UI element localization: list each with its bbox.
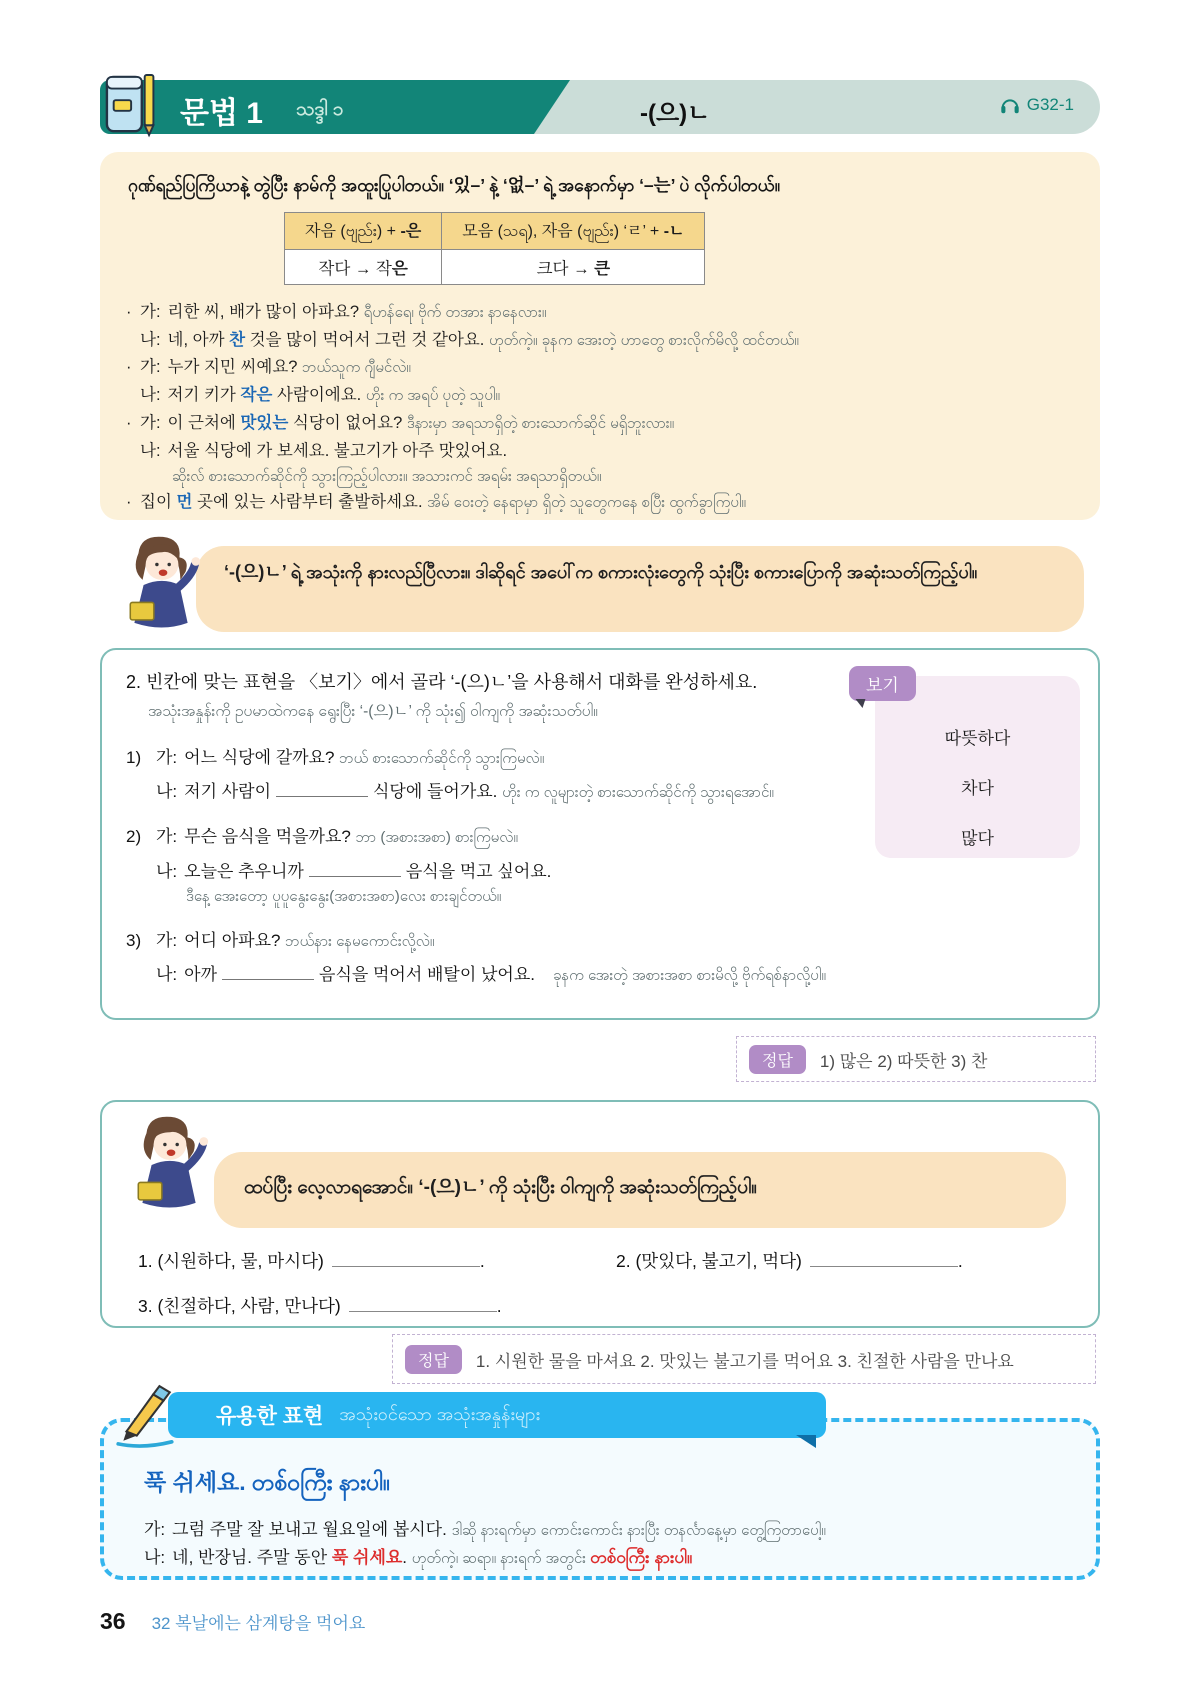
dialogue-subline-burmese: ဆိုးလ် စားသောက်ဆိုင်ကို သွားကြည့်ပါလား။ အသားကင် အရမ်း အရသာရှိတယ်။ [172, 468, 602, 486]
exercise-box [100, 648, 1100, 1020]
word-bank-word: 많다 [961, 829, 994, 848]
section-label: 문법 1 [180, 97, 263, 130]
speaker-label: 나: [156, 782, 178, 802]
burmese-translation: ဘာ (အစားအစာ) စားကြမလဲ။ [355, 829, 518, 847]
dialogue-line [126, 489, 1074, 517]
fill-in-blank [276, 782, 368, 797]
fill-in-blank [222, 965, 314, 980]
grammar-explanation-box [100, 152, 1100, 520]
korean-text: 저기 키가 [167, 386, 241, 405]
burmese-translation: အိမ် ဝေးတဲ့ နေရာမှာ ရှိတဲ့ သူတွေကနေ စပြီး ထွက်ခွာကြပါ။ [427, 493, 746, 511]
practice-item-2: 2. (맛있다, 불고기, 먹다) . [616, 1251, 963, 1271]
korean-text: 음식을 먹어서 배탈이 났어요. [319, 964, 535, 984]
burmese-translation: ဘယ်သူက ဂျီမင်လဲ။ [302, 359, 411, 377]
korean-text: . [402, 1548, 412, 1568]
pencil-icon [112, 1382, 178, 1448]
speaker-label: 가: [156, 748, 178, 767]
fill-in-blank [332, 1252, 480, 1267]
burmese-translation: ဟုတ်ကဲ့၊ ဆရာ။ နားရက် အတွင်း [411, 1550, 591, 1568]
table-header-consonant: 자음 (ဗျည်း) + -은 [285, 213, 442, 250]
korean-text: 리한 씨, 배가 많이 아파요? [167, 303, 364, 321]
speaker-label: 가: [144, 1520, 166, 1539]
bullet: · [126, 358, 132, 377]
bullet: · [126, 413, 132, 432]
speaker-label: 나: [140, 441, 161, 460]
word-bank-word: 차다 [961, 779, 994, 798]
table-example-keuda: 크다 → 큰 [442, 250, 705, 285]
teacher-illustration [118, 532, 204, 636]
burmese-translation: ဒီနားမှာ အရသာရှိတဲ့ စားသောက်ဆိုင် မရှိဘူးလား။ [406, 414, 675, 432]
answer-strip-1 [736, 1036, 1096, 1082]
speaker-label: 가: [140, 303, 161, 321]
korean-text: 아까 [184, 964, 218, 984]
speaker-label: 가: [140, 413, 161, 432]
korean-text: 네, 아까 [167, 330, 230, 349]
teacher-speech-bubble: ‘-(으)ㄴ’ ရဲ့ အသုံးကို နားလည်ပြီလား။ ဒါဆိုရင် အပေါ်က စကားလုံးတွေကို သုံးပြီး စကားပြောကို အဆုံးသတ်ကြည့်ပါ။ [196, 546, 1084, 632]
korean-text: 것을 많이 먹어서 그런 것 같아요. [245, 330, 489, 349]
word-bank-panel [866, 676, 1080, 858]
korean-text: 식당에 들어가요. [373, 782, 503, 802]
burmese-translation: ဘယ် စားသောက်ဆိုင်ကို သွားကြမလဲ။ [339, 750, 545, 767]
audio-code: G32-1 [1026, 95, 1074, 114]
bullet: · [126, 492, 132, 511]
answer-text: 1) 많은 2) 따뜻한 3) 찬 [819, 1051, 988, 1071]
answer-strip-2 [392, 1334, 1096, 1384]
bullet: · [126, 303, 132, 321]
highlight-expression-burmese: တစ်ဝကြီး နားပါ။ [590, 1548, 693, 1568]
highlight-word: 찬 [229, 330, 246, 349]
korean-text: 네, 반장님. 주말 동안 [172, 1548, 332, 1568]
burmese-translation: ဒါဆို နားရက်မှာ ကောင်းကောင်း နားပြီး တနင်္လာနေ့မှာ တွေ့ကြတာပေါ့။ [451, 1522, 826, 1539]
fill-in-blank [309, 862, 401, 877]
korean-text: 어디 아파요? [184, 930, 286, 950]
speaker-label: 나: [144, 1548, 166, 1568]
dialogue-line [126, 410, 1074, 438]
answer-text: 1. 시원한 물을 마셔요 2. 맛있는 불고기를 먹어요 3. 친절한 사람을 만나요 [475, 1351, 1014, 1371]
korean-text: 서울 식당에 가 보세요. 불고기가 아주 맛있어요. [167, 441, 508, 460]
useful-expression-title: 푹 쉬세요. တစ်ဝကြီး နားပါ။ [144, 1469, 391, 1495]
chapter-title: 32 복날에는 삼계탕을 먹어요 [151, 1614, 366, 1633]
section-label-burmese: သဒ္ဒါ ၁ [296, 99, 344, 120]
item-number: 1) [126, 748, 142, 767]
item-number: 3) [126, 930, 142, 950]
dialogue-line [126, 382, 1074, 410]
useful-dialogue-line [144, 1516, 1056, 1544]
practice-box [100, 1100, 1100, 1328]
answer-badge: 정답 [405, 1345, 462, 1374]
useful-expressions-box [100, 1418, 1100, 1580]
page-footer [100, 1608, 365, 1635]
item-number: 2) [126, 827, 142, 847]
korean-text: 무슨 음식을 먹을까요? [184, 827, 356, 847]
korean-text: 저기 사람이 [184, 782, 271, 802]
dialogue-line [126, 438, 1074, 466]
burmese-translation: ဘယ်နား နေမကောင်းလို့လဲ။ [285, 932, 435, 950]
conjugation-table [284, 212, 705, 285]
burmese-translation: ရီဟန်ရေ၊ ဗိုက် တအား နာနေလား။ [363, 304, 547, 321]
teacher-illustration [126, 1112, 212, 1216]
speaker-label: 가: [156, 930, 178, 950]
word-bank-items [875, 676, 1080, 849]
korean-text: 집이 [140, 492, 177, 511]
grammar-title: -(으)ㄴ [640, 100, 711, 127]
audio-track [999, 94, 1074, 116]
highlight-word: 작은 [240, 386, 273, 405]
exercise-item-1 [126, 744, 874, 805]
practice-speech-bubble: ထပ်ပြီး လေ့လာရအောင်။ ‘-(으)ㄴ’ ကို သုံးပြီး ဝါကျကို အဆုံးသတ်ကြည့်ပါ။ [214, 1152, 1066, 1228]
korean-text: 이 근처에 [167, 413, 241, 432]
korean-text: 그럼 주말 잘 보내고 월요일에 봅시다. [172, 1520, 452, 1539]
useful-dialogue-line [144, 1544, 1056, 1572]
speaker-label: 나: [140, 330, 161, 349]
useful-tab-label-burmese: အသုံးဝင်သော အသုံးအနှုန်းများ [339, 1403, 541, 1424]
speaker-label: 나: [140, 386, 161, 405]
korean-text: 어느 식당에 갈까요? [184, 748, 340, 767]
exercise-item-2 [126, 823, 874, 908]
table-example-jakda: 작다 → 작은 [285, 250, 442, 285]
exercise-title: 2. 빈칸에 맞는 표현을 〈보기〉에서 골라 ‘-(으)ㄴ’을 사용해서 대화를 완성하세요. [126, 672, 758, 692]
page-number: 36 [100, 1608, 126, 1634]
highlight-expression: 푹 쉬세요 [331, 1548, 403, 1568]
korean-text: 오늘은 추우니까 [184, 861, 304, 881]
speaker-label: 가: [140, 358, 161, 377]
speaker-label: 나: [156, 861, 178, 881]
fill-in-blank [349, 1297, 497, 1312]
burmese-translation: ဟုတ်ကဲ့။ ခုနက အေးတဲ့ ဟာတွေ စားလိုက်မိလို့ ထင်တယ်။ [488, 331, 799, 349]
korean-text: 사람이에요. [272, 386, 366, 405]
speaker-label: 나: [156, 964, 178, 984]
dialogue-line [126, 354, 1074, 382]
fill-in-blank [810, 1252, 958, 1267]
practice-item-3: 3. (친절하다, 사람, 만나다) . [138, 1296, 502, 1316]
burmese-subline: ဒီနေ့ အေးတော့ ပူပူနွေးနွေး(အစားအစာ)လေး စားချင်တယ်။ [186, 887, 502, 905]
korean-text: 곳에 있는 사람부터 출발하세요. [192, 492, 428, 511]
grammar-intro-burmese: ဂုဏ်ရည်ပြကြိယာနဲ့ တွဲပြီး နာမ်ကို အထူးပြုပါတယ်။ ‘있–’ နဲ့ ‘없–’ ရဲ့ အနောက်မှာ ‘–는’ ပဲ လိုက်ပါတယ်။ [128, 175, 781, 195]
speaker-label: 가: [156, 827, 178, 847]
korean-text: 누가 지민 씨예요? [167, 358, 303, 377]
exercise-subtitle-burmese: အသုံးအနှုန်းကို ဥပမာထဲကနေ ရွေးပြီး ‘-(으)ㄴ’ ကို သုံး၍ ဝါကျကို အဆုံးသတ်ပါ။ [148, 703, 598, 720]
exercise-item-3 [126, 927, 874, 988]
burmese-translation: ဟိုး က အရပ် ပုတဲ့ သူပါ။ [365, 387, 500, 405]
word-bank-tag: 보기 [849, 666, 916, 701]
table-header-vowel: 모음 (သရ), 자음 (ဗျည်း) ‘ㄹ’ + -ㄴ [442, 213, 705, 250]
dialogue-line [126, 327, 1074, 355]
highlight-word: 맛있는 [240, 413, 289, 432]
useful-tab-label: 유용한 표현 [216, 1405, 324, 1428]
answer-badge: 정답 [749, 1045, 806, 1074]
header-banner [100, 80, 1100, 134]
dialogue-line [126, 299, 1074, 327]
headphones-icon [999, 94, 1021, 116]
book-pencil-icon [104, 70, 166, 140]
practice-items [138, 1248, 1074, 1338]
useful-expressions-tab [168, 1392, 826, 1438]
korean-text: 식당이 없어요? [288, 413, 407, 432]
burmese-translation: ခုနက အေးတဲ့ အစားအစာ စားမိလို့ ဗိုက်ရစ်နာလို့ပါ။ [552, 966, 826, 984]
practice-item-1: 1. (시원하다, 물, 마시다) . [138, 1251, 485, 1271]
korean-text: 음식을 먹고 싶어요. [405, 861, 552, 881]
highlight-word: 먼 [176, 492, 193, 511]
exercise-items [126, 744, 874, 988]
word-bank-word: 따뜻하다 [944, 729, 1011, 748]
teacher-speech-row [100, 540, 1100, 632]
burmese-translation: ဟိုး က လူများတဲ့ စားသောက်ဆိုင်ကို သွားရအောင်။ [502, 784, 774, 802]
